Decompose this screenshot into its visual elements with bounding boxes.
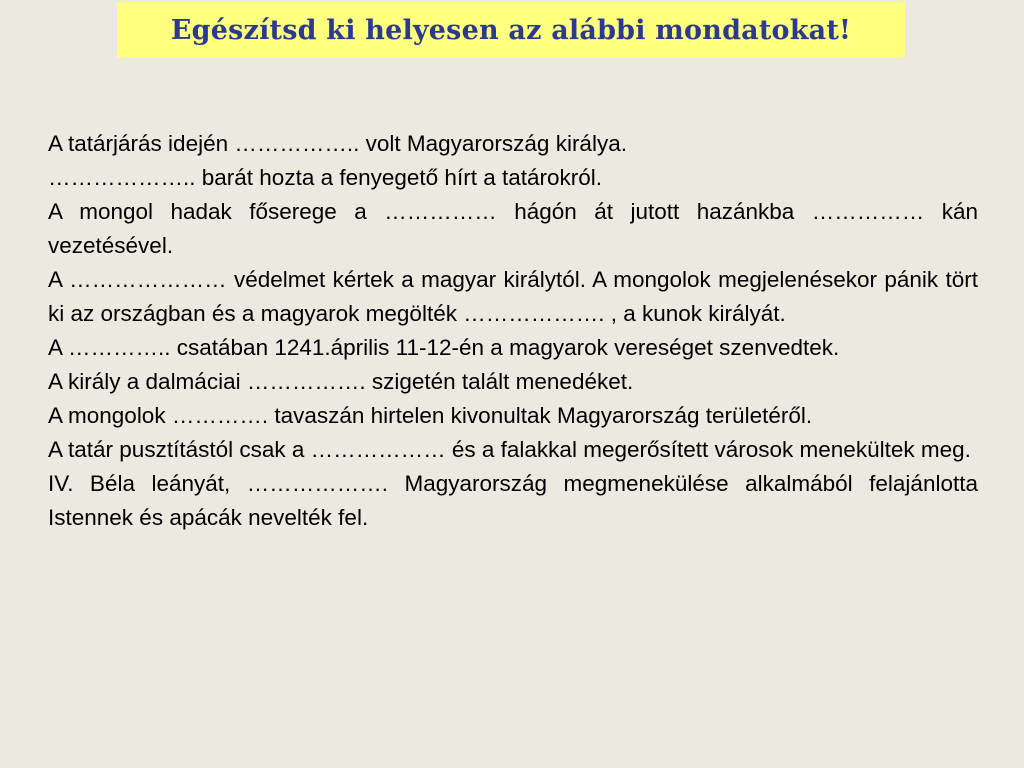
sentence-9: IV. Béla leányát, ………………. Magyarország megmenekülése alkalmából felajánlotta Istennek és apácák nevelték fel. xyxy=(48,471,978,530)
sentence-3: A mongol hadak főserege a …………… hágón át jutott hazánkba …………… kán vezetésével. xyxy=(48,199,978,258)
sentence-5: A ………….. csatában 1241.április 11-12-én a magyarok vereséget szenvedtek. xyxy=(48,335,840,360)
sentence-8: A tatár pusztítástól csak a ……………… és a falakkal megerősített városok menekültek meg. xyxy=(48,437,971,462)
sentence-7: A mongolok …………. tavaszán hirtelen kivonultak Magyarország területéről. xyxy=(48,403,813,428)
sentence-4: A ………………… védelmet kértek a magyar királytól. A mongolok megjelenésekor pánik tört ki az országban és a magyarok megölték ………………. , a kunok királyát. xyxy=(48,267,978,326)
sentence-6: A király a dalmáciai ……………. szigetén talált menedéket. xyxy=(48,369,634,394)
sentence-1: A tatárjárás idején …………….. volt Magyarország királya. xyxy=(48,131,627,156)
exercise-text xyxy=(48,127,978,535)
sentence-2: ……………….. barát hozta a fenyegető hírt a tatárokról. xyxy=(48,165,602,190)
slide-title: Egészítsd ki helyesen az alábbi mondatokat! xyxy=(170,14,852,46)
title-banner xyxy=(117,2,905,58)
